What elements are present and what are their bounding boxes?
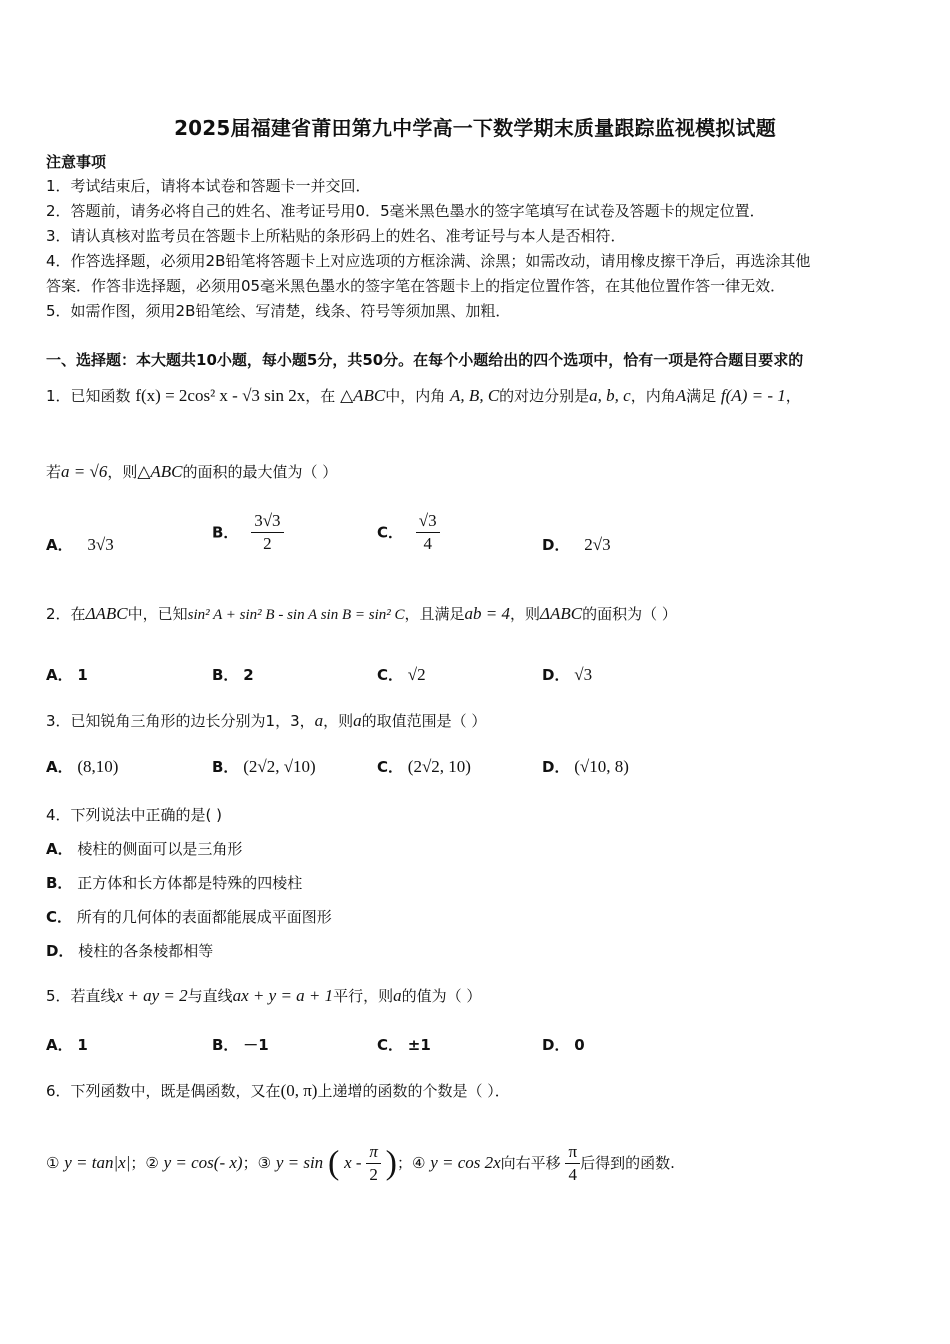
fraction-denominator: 4 (568, 1165, 578, 1184)
option-value: √2 (407, 665, 426, 684)
math-fraction (366, 1141, 381, 1186)
option-label: A． (46, 840, 73, 858)
notice-heading: 注意事项 (46, 153, 107, 171)
option-value: 棱柱的侧面可以是三角形 (77, 840, 243, 858)
option-d[interactable] (542, 665, 592, 685)
math-expression: (0, π) (280, 1081, 318, 1100)
question-number: 3． (46, 712, 71, 730)
option-b[interactable] (212, 510, 284, 555)
question-text: 的值为（ ） (401, 987, 482, 1005)
option-label: D． (542, 1036, 570, 1054)
question-text: 已知函数 (70, 387, 131, 405)
option-a[interactable] (46, 1035, 88, 1055)
question-text: 平行，则 (333, 987, 394, 1005)
option-label: C． (377, 523, 404, 542)
math-expression: f(x) = 2cos² x - √3 sin 2x (135, 386, 306, 405)
option-label: A． (46, 536, 73, 554)
math-expression: f(A) = - 1 (720, 386, 786, 405)
option-b[interactable] (212, 665, 254, 685)
option-value: 2√3 (584, 535, 611, 554)
option-value: 0 (574, 1036, 585, 1054)
math-fraction (565, 1141, 580, 1186)
option-label: C． (377, 1036, 404, 1054)
option-value: (2√2, √10) (243, 757, 316, 776)
question-text: ，则 (323, 712, 354, 730)
option-value: (2√2, 10) (407, 757, 471, 776)
math-expression: △ABC (340, 386, 386, 405)
question-text: ，则 (510, 605, 541, 623)
choice-separator: ；② (130, 1154, 159, 1172)
option-label: C． (377, 758, 404, 776)
option-d[interactable] (46, 941, 213, 961)
option-c[interactable] (377, 757, 471, 777)
option-c[interactable] (46, 907, 332, 927)
question-text: ，在 (305, 387, 336, 405)
option-value: －1 (243, 1036, 269, 1054)
question-text: 的取值范围是（ ） (361, 712, 487, 730)
option-label: B． (212, 523, 239, 542)
option-value: 1 (77, 1036, 88, 1054)
math-expression: A (675, 386, 687, 405)
fraction-denominator: 2 (369, 1165, 378, 1184)
question-text: 在 (70, 605, 86, 623)
option-value: ±1 (407, 1036, 431, 1054)
fraction-numerator: 3√3 (251, 510, 283, 533)
option-value: 所有的几何体的表面都能展成平面图形 (76, 908, 332, 926)
question-text: 下列说法中正确的是( ) (70, 806, 223, 824)
question-text: 的面积的最大值为（ ） (182, 463, 338, 481)
choice-separator: ；③ (242, 1154, 272, 1172)
math-expression: a (393, 986, 402, 1005)
question-number: 4． (46, 806, 71, 824)
option-c[interactable] (377, 1035, 431, 1055)
option-value: √3 (574, 665, 593, 684)
fraction-numerator: √3 (416, 510, 440, 533)
fraction-denominator: 2 (263, 534, 272, 553)
option-value: (√10, 8) (574, 757, 629, 776)
math-expression: y = cos 2x (430, 1153, 501, 1172)
option-b[interactable] (46, 873, 302, 893)
math-expression: ax + y = a + 1 (232, 986, 334, 1005)
option-fraction (251, 510, 283, 555)
option-label: C． (46, 908, 73, 926)
math-expression: y = cos(- x) (163, 1153, 243, 1172)
option-label: C． (377, 666, 404, 684)
question-1-line-2 (46, 462, 337, 482)
question-text: ，且满足 (404, 605, 465, 623)
notice-item: 4．作答选择题，必须用2B铅笔将答题卡上对应选项的方框涂满、涂黑；如需改动，请用橡皮擦干净后，再选涂其他 (46, 252, 811, 270)
fraction-numerator: π (565, 1141, 580, 1164)
question-text: ，内角 (630, 387, 676, 405)
question-text: 已知锐角三角形的边长分别为1，3， (70, 712, 315, 730)
math-expression: a (314, 711, 324, 730)
question-text: 与直线 (187, 987, 233, 1005)
option-value: 2 (243, 666, 254, 684)
option-value: 1 (77, 666, 88, 684)
notice-item: 1．考试结束后，请将本试卷和答题卡一并交回． (46, 177, 371, 195)
option-label: D． (542, 666, 570, 684)
notice-item: 答案．作答非选择题，必须用05毫米黑色墨水的签字笔在答题卡上的指定位置作答，在其他位置作答一律无效． (46, 277, 786, 295)
notice-item: 3．请认真核对监考员在答题卡上所粘贴的条形码上的姓名、准考证号与本人是否相符． (46, 227, 626, 245)
option-a[interactable] (46, 535, 114, 555)
option-c[interactable] (377, 665, 426, 685)
question-number: 1． (46, 387, 71, 405)
option-label: B． (212, 666, 239, 684)
math-expression: A, B, C (450, 386, 500, 405)
math-expression: ΔABC (85, 604, 128, 623)
question-text: 上递增的函数的个数是（ ）． (317, 1082, 510, 1100)
option-d[interactable] (542, 535, 611, 555)
option-d[interactable] (542, 1035, 585, 1055)
option-label: A． (46, 758, 73, 776)
option-label: A． (46, 1036, 73, 1054)
option-label: D． (542, 536, 570, 554)
option-a[interactable] (46, 665, 88, 685)
page-title: 2025届福建省莆田第九中学高一下数学期末质量跟踪监视模拟试题 (174, 116, 776, 140)
math-expression: x - (344, 1153, 362, 1172)
option-label: B． (212, 1036, 239, 1054)
option-b[interactable] (212, 1035, 269, 1055)
choice-marker: ① (46, 1154, 60, 1172)
right-paren-icon: ) (385, 1144, 397, 1182)
question-text: 后得到的函数. (580, 1154, 675, 1172)
math-expression: y = tan|x| (64, 1153, 131, 1172)
question-number: 5． (46, 987, 71, 1005)
math-expression: a, b, c (589, 386, 631, 405)
choice-separator: ；④ (396, 1154, 426, 1172)
question-1 (46, 386, 801, 406)
notice-item: 2．答题前，请务必将自己的姓名、准考证号用0．5毫米黑色墨水的签字笔填写在试卷及答题卡的规定位置． (46, 202, 765, 220)
question-6 (46, 1081, 510, 1101)
option-value: 棱柱的各条棱都相等 (78, 942, 214, 960)
math-expression: y = sin (275, 1153, 324, 1172)
option-value: 正方体和长方体都是特殊的四棱柱 (77, 874, 303, 892)
option-b[interactable] (212, 757, 316, 777)
question-number: 2． (46, 605, 71, 623)
fraction-denominator: 4 (423, 534, 432, 553)
option-label: B． (212, 758, 239, 776)
option-label: D． (46, 942, 74, 960)
question-2 (46, 604, 677, 625)
option-label: B． (46, 874, 73, 892)
math-expression: a = √6 (61, 462, 108, 481)
question-number: 6． (46, 1082, 71, 1100)
math-expression: x + ay = 2 (115, 986, 188, 1005)
question-text: ， (785, 387, 801, 405)
option-value: 3√3 (87, 535, 114, 554)
option-label: D． (542, 758, 570, 776)
math-expression: △ABC (137, 462, 183, 481)
section-heading: 一、选择题：本大题共10小题，每小题5分，共50分。在每个小题给出的四个选项中，恰有一项是符合题目要求的 (46, 351, 804, 369)
question-text: 向右平移 (500, 1154, 561, 1172)
question-3 (46, 711, 486, 731)
option-c[interactable] (377, 510, 440, 555)
question-text: 中，已知 (127, 605, 188, 623)
math-expression: a (353, 711, 362, 730)
question-text: 满足 (686, 387, 717, 405)
question-text: 中，内角 (385, 387, 446, 405)
question-text: 的对边分别是 (499, 387, 590, 405)
question-5 (46, 986, 481, 1006)
math-expression: sin² A + sin² B - sin A sin B = sin² C (187, 607, 405, 623)
question-text: 下列函数中，既是偶函数，又在 (70, 1082, 281, 1100)
option-fraction (416, 510, 440, 555)
option-label: A． (46, 666, 73, 684)
option-d[interactable] (542, 757, 629, 777)
option-a[interactable] (46, 757, 118, 777)
math-expression: ab = 4 (464, 604, 510, 623)
math-expression: ΔABC (540, 604, 583, 623)
question-text: ，则 (107, 463, 138, 481)
question-6-choices (46, 1140, 675, 1187)
notice-item: 5．如需作图，须用2B铅笔绘、写清楚，线条、符号等须加黑、加粗． (46, 302, 511, 320)
question-text: 若 (46, 463, 62, 481)
question-4 (46, 805, 222, 825)
option-value: (8,10) (77, 757, 119, 776)
question-text: 的面积为（ ） (582, 605, 677, 623)
left-paren-icon: ( (327, 1144, 340, 1182)
option-a[interactable] (46, 839, 242, 859)
question-text: 若直线 (70, 987, 116, 1005)
fraction-numerator: π (366, 1141, 381, 1164)
